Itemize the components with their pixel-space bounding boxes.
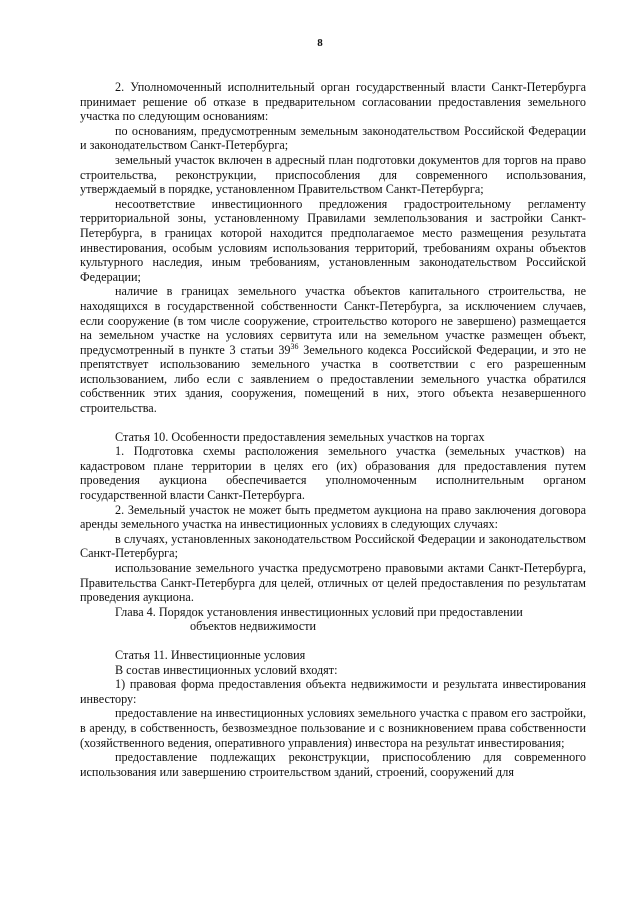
paragraph-ground-address-plan: земельный участок включен в адресный план подготовки документов для торгов на право строительства, реконструкции, приспособления для современного использования, утверждаемый в порядке, установленном Правительством Санкт-Петербурга;	[80, 152, 586, 197]
paragraph-text: Земельного кодекса Российской Федерации, и это не препятствует использованию земельного участка в соответствии с его разрешенным использованием, либо если с заявлением о предоставлении земельного участка обратился собственник этих здания, сооружения, помещений в них, этого объекта незавершенного строительства.	[80, 342, 586, 416]
paragraph-case-legal-acts: использование земельного участка предусмотрено правовыми актами Санкт-Петербурга, Правительства Санкт-Петербурга для целей, отличных от целей предоставления по результатам проведения аукциона.	[80, 561, 586, 605]
paragraph-scheme-preparation: 1. Подготовка схемы расположения земельного участка (земельных участков) на кадастровом плане территории в целях его (их) образования для предоставления путем проведения аукциона обеспечивается уполномоченным исполнительным органом государственной власти Санкт-Петербурга.	[80, 444, 586, 503]
chapter-4-title-line: объектов недвижимости	[190, 619, 317, 634]
paragraph-ground-non-compliance: несоответствие инвестиционного предложения градостроительному регламенту территориальной зоны, установленному Правилами землепользования и застройки Санкт-Петербурга, в границах которой находится предполагаемое место размещения результата инвестирования, особым условиям использования территорий, требованиям охраны объектов культурного наследия, иным требованиям, установленным законодательством Российской Федерации;	[80, 196, 586, 284]
paragraph-legal-form: 1) правовая форма предоставления объекта недвижимости и результата инвестирования инвестору:	[80, 677, 586, 706]
paragraph-conditions-intro: В состав инвестиционных условий входят:	[115, 662, 338, 677]
document-body	[80, 80, 586, 779]
paragraph-auction-restriction: 2. Земельный участок не может быть предметом аукциона на право заключения договора аренды земельного участка на инвестиционных условиях в следующих случаях:	[80, 502, 586, 532]
paragraph-ground-capital-objects	[80, 284, 586, 415]
paragraph-text: наличие в границах земельного участка объектов капитального строительства, не находящихся в государственной собственности Санкт-Петербурга, за исключением случаев, если сооружение (в том числе сооружение, строительство которого не завершено) размещается на земельном участке на условиях сервитута или на земельном участке размещен объект, предусмотренный в пункте 3 статьи 39	[80, 284, 586, 357]
page-number: 8	[317, 37, 323, 49]
article-10-title: Статья 10. Особенности предоставления земельных участков на торгах	[115, 429, 485, 444]
paragraph-case-legislation: в случаях, установленных законодательством Российской Федерации и законодательством Санкт-Петербурга;	[80, 531, 586, 561]
paragraph-refusal-grounds: 2. Уполномоченный исполнительный орган государственный власти Санкт-Петербурга принимает решение об отказе в предварительном согласовании предоставления земельного участка по следующим основаниям:	[80, 80, 586, 124]
superscript-reference: 36	[290, 341, 299, 351]
chapter-4-title-line: Глава 4. Порядок установления инвестиционных условий при предоставлении	[115, 604, 523, 619]
paragraph-land-provision: предоставление на инвестиционных условиях земельного участка с правом его застройки, в аренду, в собственность, безвозмездное пользование и с возникновением права собственности (хозяйственного ведения, оперативного управления) инвестора на результат инвестирования;	[80, 706, 586, 750]
chapter-4-title	[80, 605, 586, 634]
paragraph-ground-legislation: по основаниям, предусмотренным земельным законодательством Российской Федерации и законодательством Санкт-Петербурга;	[80, 123, 586, 153]
paragraph-buildings-provision: предоставление подлежащих реконструкции, приспособлению для современного использования или завершению строительством зданий, строений, сооружений для	[80, 750, 586, 779]
article-11-title: Статья 11. Инвестиционные условия	[115, 647, 306, 662]
